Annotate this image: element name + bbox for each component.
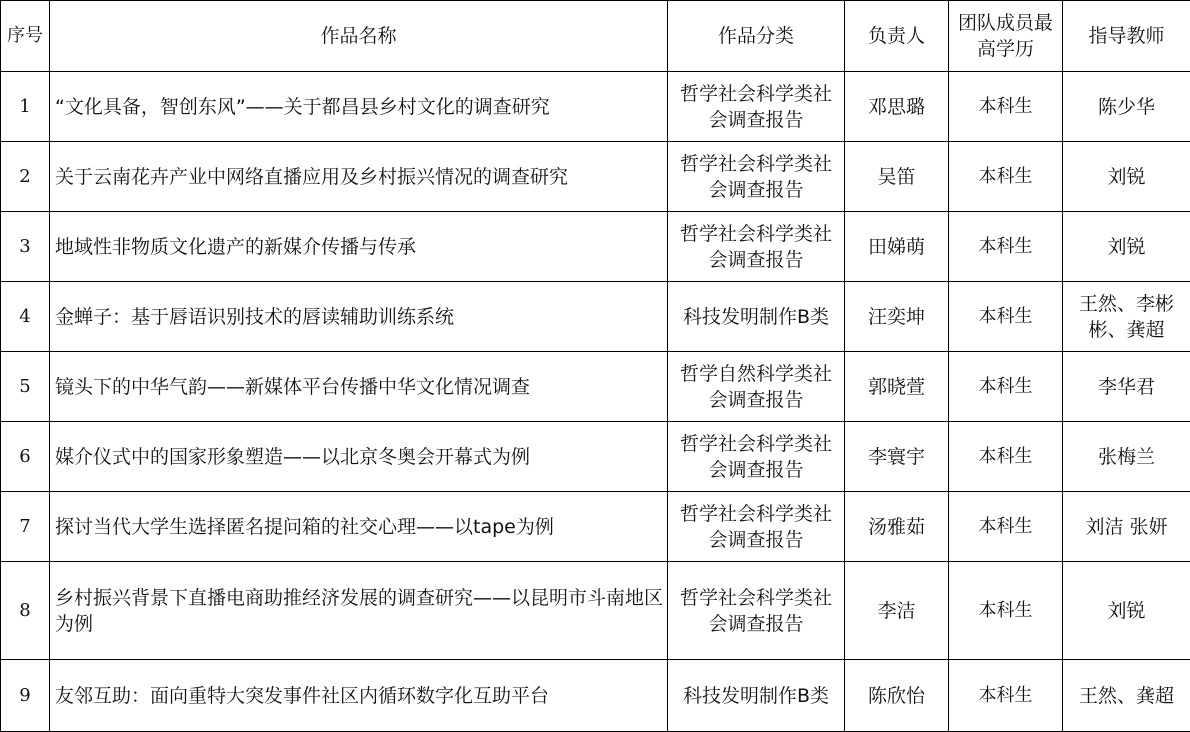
row-name: 地域性非物质文化遗产的新媒介传播与传承 (50, 212, 668, 282)
row-leader: 田娣萌 (845, 212, 949, 282)
table-header-row (1, 1, 1190, 72)
row-education: 本科生 (949, 422, 1063, 492)
row-advisor: 张梅兰 (1063, 422, 1190, 492)
header-advisor: 指导教师 (1063, 1, 1190, 72)
row-leader: 李寰宇 (845, 422, 949, 492)
row-category: 哲学社会科学类社会调查报告 (668, 212, 845, 282)
row-num: 1 (1, 72, 50, 142)
row-leader: 李洁 (845, 562, 949, 660)
row-num: 7 (1, 492, 50, 562)
row-category: 哲学社会科学类社会调查报告 (668, 422, 845, 492)
row-num: 3 (1, 212, 50, 282)
row-leader: 郭晓萱 (845, 352, 949, 422)
row-category: 科技发明制作B类 (668, 660, 845, 732)
row-education: 本科生 (949, 352, 1063, 422)
header-category: 作品分类 (668, 1, 845, 72)
row-advisor: 刘锐 (1063, 142, 1190, 212)
header-name: 作品名称 (50, 1, 668, 72)
row-advisor: 王然、李彬彬、龚超 (1063, 282, 1190, 352)
row-category: 哲学社会科学类社会调查报告 (668, 492, 845, 562)
table-row (1, 72, 1190, 142)
row-education: 本科生 (949, 562, 1063, 660)
row-name: 友邻互助：面向重特大突发事件社区内循环数字化互助平台 (50, 660, 668, 732)
row-name: 探讨当代大学生选择匿名提问箱的社交心理——以tape为例 (50, 492, 668, 562)
row-education: 本科生 (949, 282, 1063, 352)
row-name: 金蝉子：基于唇语识别技术的唇读辅助训练系统 (50, 282, 668, 352)
row-education: 本科生 (949, 212, 1063, 282)
row-num: 8 (1, 562, 50, 660)
row-advisor: 陈少华 (1063, 72, 1190, 142)
row-num: 4 (1, 282, 50, 352)
row-advisor: 刘锐 (1063, 212, 1190, 282)
table-row (1, 660, 1190, 732)
row-leader: 吴笛 (845, 142, 949, 212)
row-category: 哲学社会科学类社会调查报告 (668, 562, 845, 660)
row-leader: 邓思璐 (845, 72, 949, 142)
row-advisor: 李华君 (1063, 352, 1190, 422)
row-name: 关于云南花卉产业中网络直播应用及乡村振兴情况的调查研究 (50, 142, 668, 212)
table-row (1, 352, 1190, 422)
row-category: 哲学社会科学类社会调查报告 (668, 72, 845, 142)
row-num: 2 (1, 142, 50, 212)
header-leader: 负责人 (845, 1, 949, 72)
row-advisor: 刘洁 张妍 (1063, 492, 1190, 562)
row-num: 9 (1, 660, 50, 732)
row-num: 5 (1, 352, 50, 422)
header-num: 序号 (1, 1, 50, 72)
row-category: 哲学社会科学类社会调查报告 (668, 142, 845, 212)
table-row (1, 212, 1190, 282)
row-name: 媒介仪式中的国家形象塑造——以北京冬奥会开幕式为例 (50, 422, 668, 492)
row-leader: 汪奕坤 (845, 282, 949, 352)
row-education: 本科生 (949, 142, 1063, 212)
row-name: 镜头下的中华气韵——新媒体平台传播中华文化情况调查 (50, 352, 668, 422)
table-row (1, 142, 1190, 212)
row-education: 本科生 (949, 492, 1063, 562)
row-education: 本科生 (949, 72, 1063, 142)
row-name: “文化具备，智创东风”——关于都昌县乡村文化的调查研究 (50, 72, 668, 142)
table-row (1, 562, 1190, 660)
row-advisor: 刘锐 (1063, 562, 1190, 660)
row-name: 乡村振兴背景下直播电商助推经济发展的调查研究——以昆明市斗南地区为例 (50, 562, 668, 660)
row-leader: 汤雅茹 (845, 492, 949, 562)
row-category: 哲学自然科学类社会调查报告 (668, 352, 845, 422)
row-leader: 陈欣怡 (845, 660, 949, 732)
table-row (1, 492, 1190, 562)
table-row (1, 422, 1190, 492)
table-row (1, 282, 1190, 352)
row-num: 6 (1, 422, 50, 492)
header-education: 团队成员最高学历 (949, 1, 1063, 72)
row-education: 本科生 (949, 660, 1063, 732)
row-advisor: 王然、龚超 (1063, 660, 1190, 732)
row-category: 科技发明制作B类 (668, 282, 845, 352)
